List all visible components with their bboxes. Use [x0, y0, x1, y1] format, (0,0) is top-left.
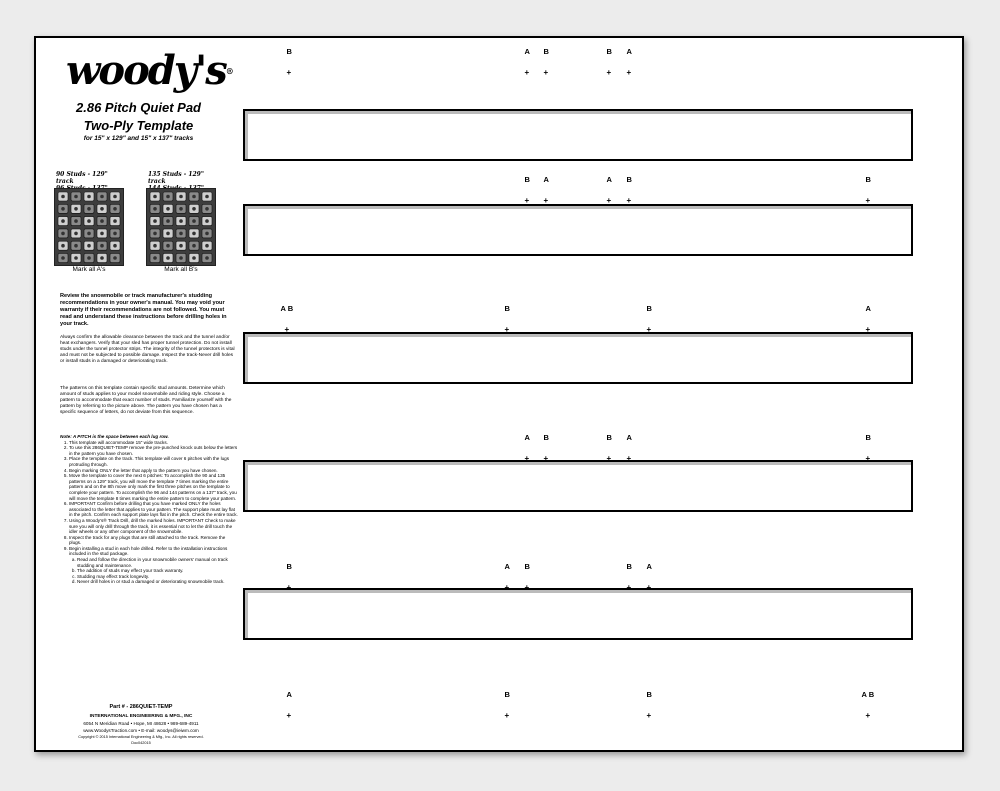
woodys-logo: woody's® [66, 47, 234, 94]
track-pattern-graphic [147, 189, 215, 265]
stud-letter-label: B [865, 433, 871, 442]
stud-letter-label: B [524, 562, 530, 571]
clearance-paragraph: Always confirm the allowable clearance between the track and the tunnel and/or heat exchangers. Verify that your sled has proper tunnel protection. Do not install studs under the tunnel protector strips. The integrity of the tunnel protectors is vital and must not be subjected to possible damage. Inspect the track-Never drill holes or install studs in a damaged or deteriorating track. [60, 335, 235, 364]
company-web: www.WoodysTraction.com • E-mail: woodys@ieiwm.com [83, 728, 199, 733]
stud-letter-label: B [865, 175, 871, 184]
stud-letter-label: B [646, 304, 652, 313]
stud-hole-mark: + [543, 454, 549, 463]
stud-hole-mark: + [286, 68, 292, 77]
instructions-column [36, 38, 241, 750]
template-sheet [34, 36, 964, 752]
stud-hole-mark: + [524, 196, 530, 205]
stud-letter-label: A [865, 304, 871, 313]
stud-hole-mark: + [626, 68, 632, 77]
stud-letter-label: A [606, 175, 612, 184]
instruction-item: 4. Begin marking ONLY the letter that apply to the pattern you have chosen. [69, 468, 238, 474]
copyright: Copyright © 2015 International Engineering & Mfg., Inc. All rights reserved. [78, 735, 204, 739]
stud-hole-mark: + [646, 583, 652, 592]
stud-hole-mark: + [626, 583, 632, 592]
part-number: Part # - 286QUIET-TEMP [109, 704, 173, 710]
stud-hole-mark: + [865, 711, 871, 720]
stud-hole-mark: + [606, 68, 612, 77]
instruction-item: 3. Place the template on the track. This template will cover 6 pitches with the lugs protruding through. [69, 456, 238, 467]
stud-hole-mark: + [504, 583, 510, 592]
patterns-paragraph: The patterns on this template contain specific stud amounts. Determine which amount of studs applies to your model snowmobile and riding style. Choose a pattern to accommodate that exact number of studs. Familiarize yourself with the pattern by referring to the picture above. The pattern you have chosen has a specific sequence of letters, do not deviate from this sequence. [60, 386, 232, 415]
stud-letter-label: B [626, 175, 632, 184]
stud-letter-label: B [543, 47, 549, 56]
stud-hole-mark: + [543, 196, 549, 205]
stud-letter-label: B [286, 47, 292, 56]
instruction-item: 2. To use this 286QUIET-TEMP remove the pre-punched knock outs below the letters in the pattern you have chosen. [69, 445, 238, 456]
stud-hole-mark: + [606, 196, 612, 205]
stud-hole-mark: + [865, 454, 871, 463]
instruction-subitem: a. Read and follow the direction in your snowmobile owners' manual on track studding and maintenance. [77, 557, 238, 568]
track-pattern-graphic [55, 189, 123, 265]
instruction-item: 8. Inspect the track for any plugs that are still attached to the track. Remove the plugs. [69, 535, 238, 546]
track-lug-strip [243, 332, 913, 384]
stud-letter-label: B [626, 562, 632, 571]
track-lug-strip [243, 460, 913, 512]
pattern-b-caption: 135 Studs - 129" track [148, 171, 204, 185]
pattern-b-mark-label: Mark all B's [164, 266, 198, 273]
stud-letter-label: A [626, 433, 632, 442]
instruction-list [60, 440, 238, 585]
instruction-notes [60, 434, 238, 585]
instruction-item: 7. Using a Woody's® Track Drill, drill the marked holes. IMPORTANT Check to make sure you will only drill through the track, it is essential not to let the drill touch the idler wheels or any other component of the snowmobile. [69, 518, 238, 535]
stud-hole-mark: + [626, 454, 632, 463]
stud-letter-label: B [606, 433, 612, 442]
stud-hole-mark: + [865, 325, 871, 334]
stud-letter-label: A [524, 47, 530, 56]
stud-letter-label: B [543, 433, 549, 442]
stud-letter-label: A [646, 562, 652, 571]
stud-hole-mark: + [524, 454, 530, 463]
stud-letter-label: B [524, 175, 530, 184]
stud-hole-mark: + [524, 68, 530, 77]
stud-hole-mark: + [504, 711, 510, 720]
stud-hole-mark: + [865, 196, 871, 205]
stud-letter-label: B [286, 562, 292, 571]
pattern-a-image [54, 188, 124, 266]
instruction-subitem: b. The addition of studs may effect your track warranty. [77, 568, 238, 574]
stud-letter-label: A [524, 433, 530, 442]
instruction-sublist [69, 557, 238, 585]
stud-letter-label: A B [861, 690, 875, 699]
title-line-2: Two-Ply Template [83, 118, 194, 133]
stud-letter-label: A [543, 175, 549, 184]
stud-hole-mark: + [286, 583, 292, 592]
stud-hole-mark: + [646, 711, 652, 720]
stud-letter-label: A [286, 690, 292, 699]
stud-letter-label: A [626, 47, 632, 56]
stud-hole-mark: + [284, 325, 290, 334]
pattern-a-caption: 90 Studs - 129" track [56, 171, 108, 185]
title-line-1: 2.86 Pitch Quiet Pad [76, 100, 201, 115]
stud-hole-mark: + [606, 454, 612, 463]
pattern-a-mark-label: Mark all A's [72, 266, 106, 273]
stud-hole-mark: + [504, 325, 510, 334]
stud-letter-label: B [504, 304, 510, 313]
stud-letter-label: A [504, 562, 510, 571]
review-warning: Review the snowmobile or track manufacturer's studding recommendations in your owner's manual. You may void your warranty if their recommendations are not followed. You must read and understand these instructions before drilling holes in your track. [60, 293, 227, 327]
instruction-item: 1. This template will accommodate 15" wide tracks. [69, 440, 238, 446]
company-name: INTERNATIONAL ENGINEERING & MFG., INC [89, 714, 193, 719]
pattern-b-image [146, 188, 216, 266]
stud-letter-label: B [646, 690, 652, 699]
stud-letter-label: B [606, 47, 612, 56]
stud-hole-mark: + [543, 68, 549, 77]
stud-hole-mark: + [626, 196, 632, 205]
track-lug-strip [243, 204, 913, 256]
instruction-item: 6. IMPORTANT Confirm before drilling that you have marked ONLY the holes associated to the letter that applies to your pattern. The support plate must lay flat in the pitch. Confirm each support plate lays flat in the pitch. Check the entire track. [69, 501, 238, 518]
title-line-3: for 15" x 129" and 15" x 137" tracks [83, 135, 194, 142]
instruction-subitem: d. Never drill holes in or stud a damaged or deteriorating snowmobile track. [77, 579, 238, 585]
stud-letter-label: A B [280, 304, 294, 313]
track-lug-strip [243, 109, 913, 161]
track-lug-strip [243, 588, 913, 640]
stud-hole-mark: + [646, 325, 652, 334]
company-address: 6054 N Meridian Road • Hope, MI 48628 • 989-689-4911 [83, 721, 199, 726]
stud-hole-mark: + [524, 583, 530, 592]
stud-letter-label: B [504, 690, 510, 699]
notes-heading: Note: A PITCH is the space between each lug row. [60, 434, 169, 439]
doc-number: Doc042015 [131, 741, 151, 745]
instruction-subitem: c. Studding may effect track longevity. [77, 574, 238, 580]
stud-hole-mark: + [286, 711, 292, 720]
instruction-item: 9. Begin installing a stud in each hole drilled. Refer to the installation instructions included in the stud package. a. Read and follow the direction in your snowmobile owners' manual on track studding and maintenance. b. The addition of studs may effect your track warranty. c. Studding may effect track longevity. d. Never drill holes in or stud a damaged or deteriorating snowmobile track. [69, 546, 238, 585]
instruction-item: 5. Move the template to cover the next 6 pitches: To accomplish the 90 and 135 patterns on a 129" track, you will move the template 7 times marking the entire pattern and on the 8th move only mark the first three pitches on the template to complete your pattern. To accomplish the 96 and 144 patterns on a 137" track, you will move the template 8 times marking the entire pattern to complete your pattern. [69, 473, 238, 501]
